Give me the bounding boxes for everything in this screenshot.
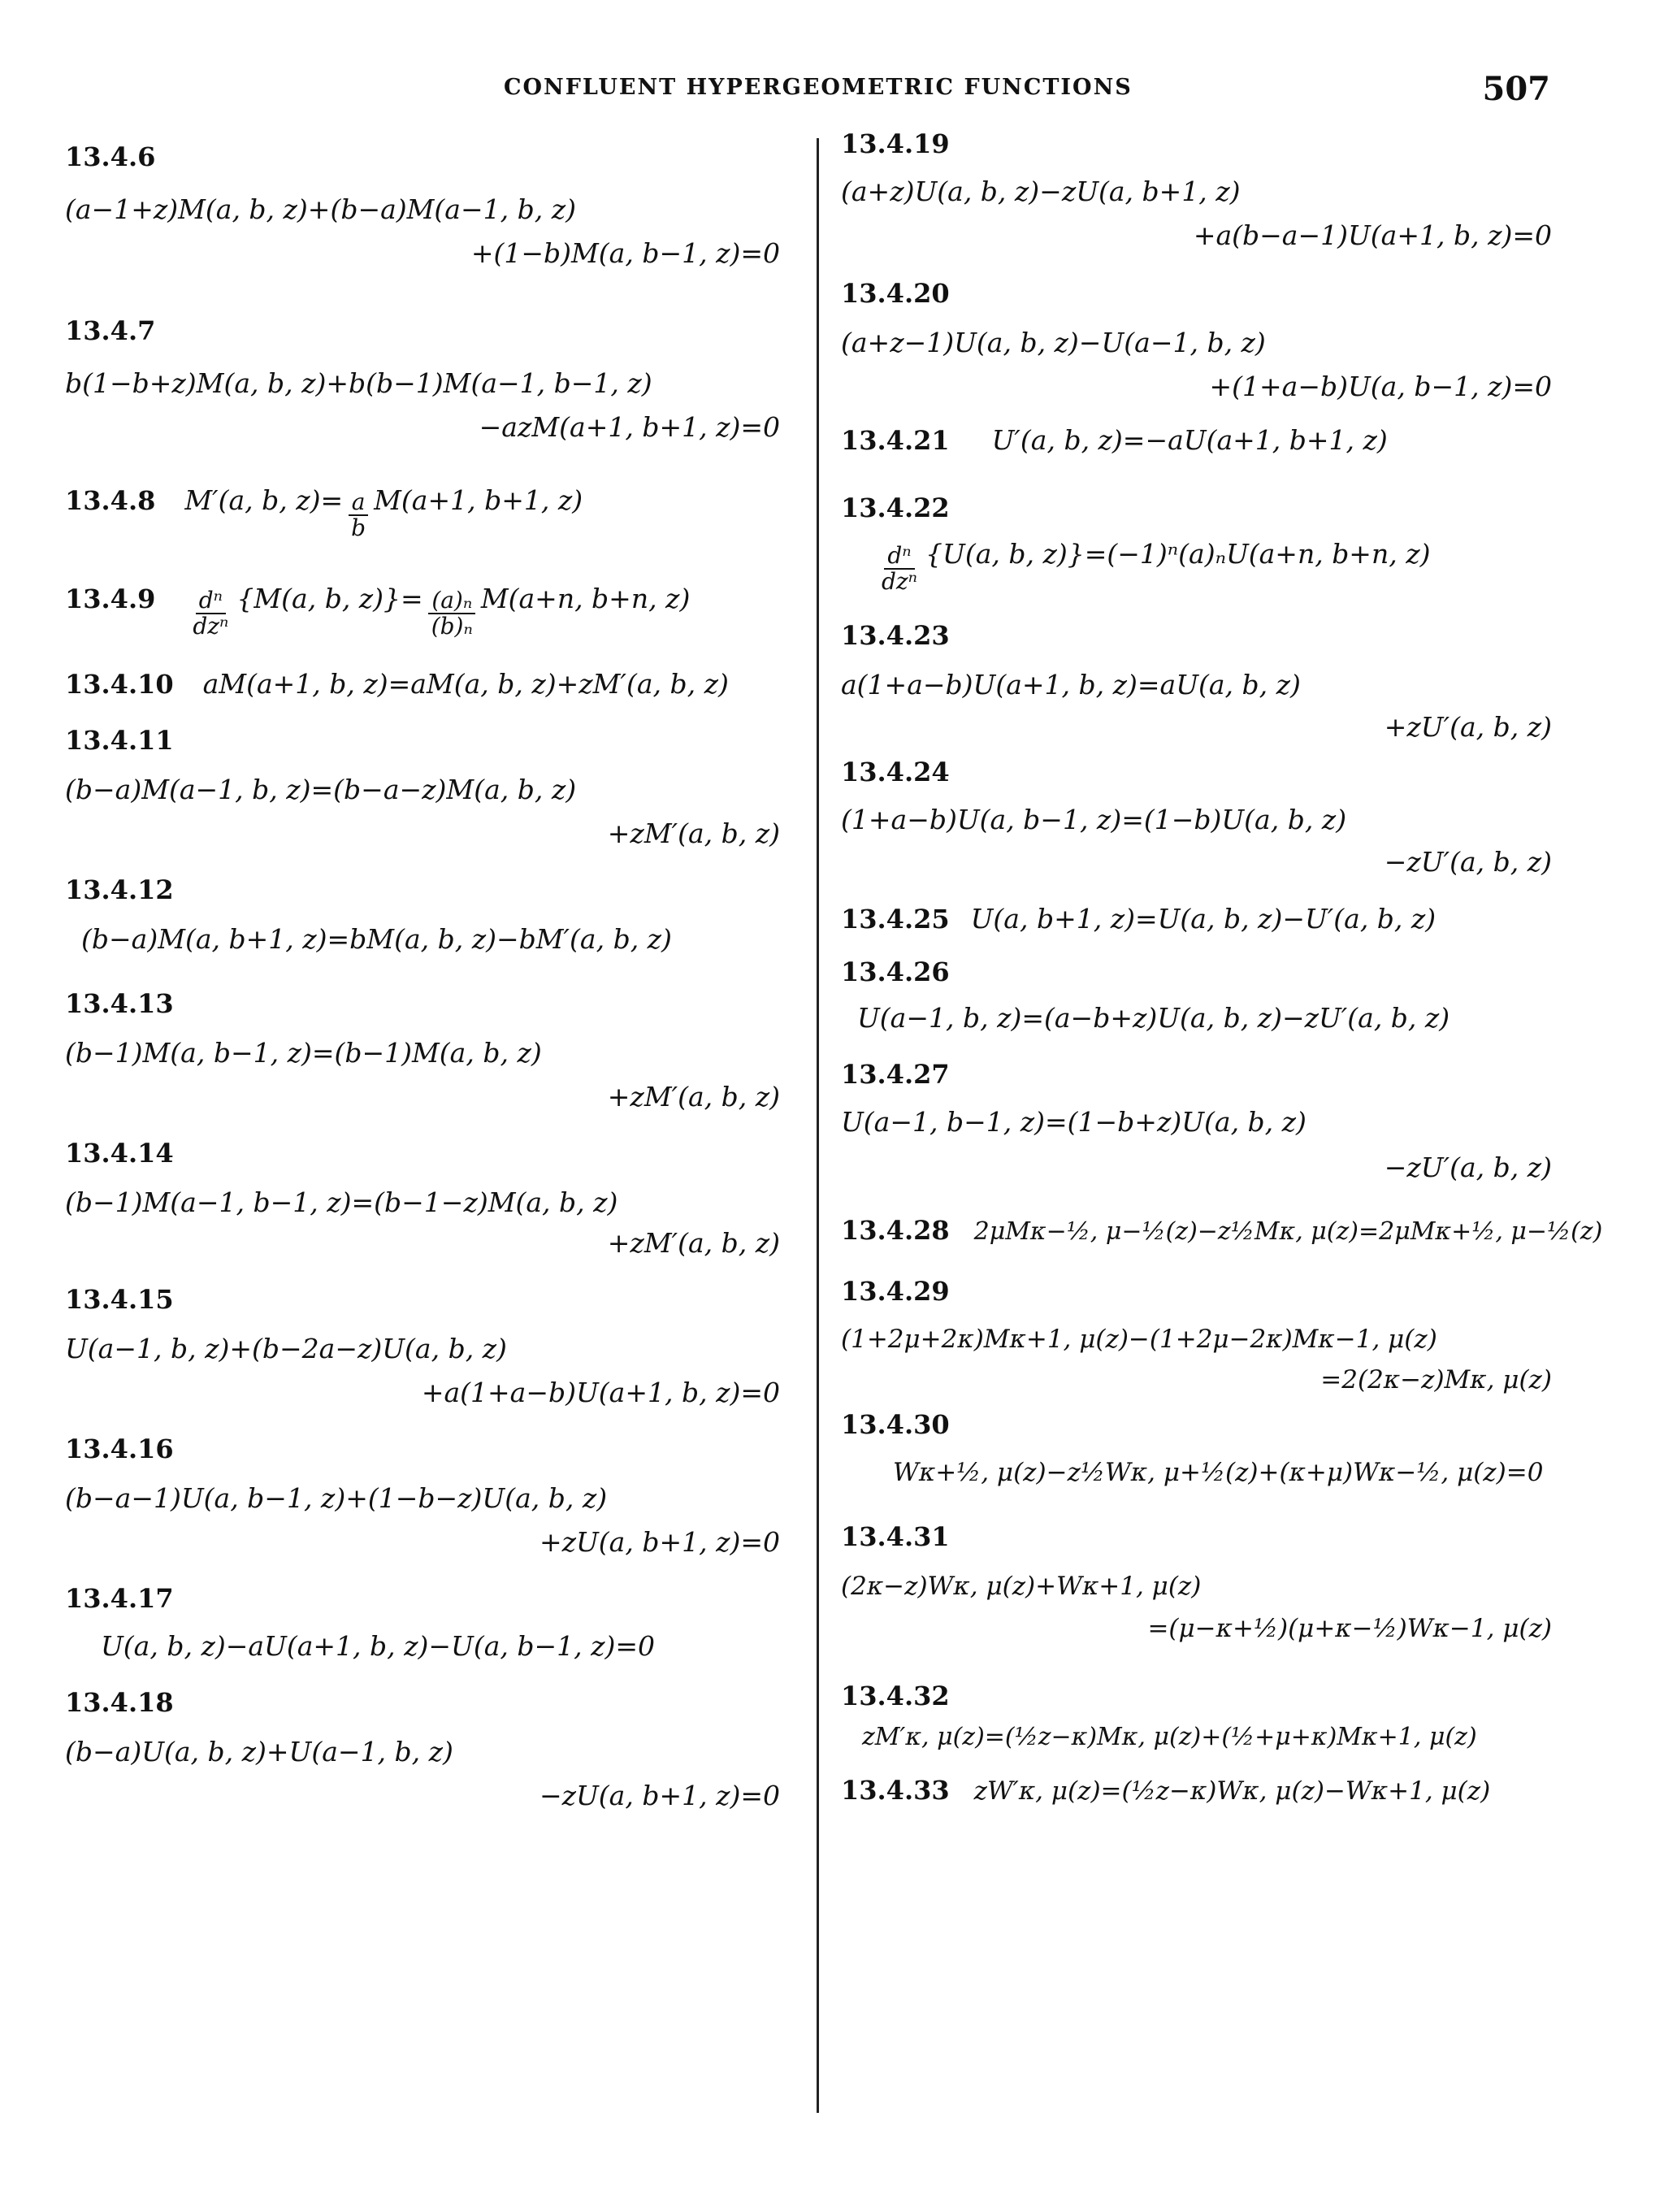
equation-line: +zM′(a, b, z) bbox=[607, 1081, 780, 1113]
equation-number: 13.4.7 bbox=[65, 315, 156, 346]
equation-line: (2κ−z)Wκ, μ(z)+Wκ+1, μ(z) bbox=[841, 1572, 1202, 1601]
equation-number: 13.4.23 bbox=[841, 620, 950, 651]
equation-number: 13.4.14 bbox=[65, 1138, 174, 1169]
equation-number: 13.4.17 bbox=[65, 1583, 174, 1614]
equation-13-4-11 bbox=[65, 725, 780, 850]
fraction bbox=[348, 490, 369, 540]
equation-line: (a+z−1)U(a, b, z)−U(a−1, b, z) bbox=[841, 327, 1266, 358]
equation-line: zM′κ, μ(z)=(½z−κ)Mκ, μ(z)+(½+μ+κ)Mκ+1, μ(z) bbox=[862, 1723, 1477, 1751]
equation-13-4-24 bbox=[841, 757, 1552, 878]
equation-line: (b−a)M(a, b+1, z)=bM(a, b, z)−bM′(a, b, z) bbox=[81, 923, 672, 955]
equation-13-4-20 bbox=[841, 278, 1552, 403]
equation-13-4-26 bbox=[841, 956, 1552, 1034]
equation-line: (b−a−1)U(a, b−1, z)+(1−b−z)U(a, b, z) bbox=[65, 1482, 608, 1514]
equation-text: U(a, b+1, z)=U(a, b, z)−U′(a, b, z) bbox=[970, 903, 1436, 935]
equation-line: (a−1+z)M(a, b, z)+(b−a)M(a−1, b, z) bbox=[65, 193, 576, 225]
equation-line: U(a, b, z)−aU(a+1, b, z)−U(a, b−1, z)=0 bbox=[101, 1630, 656, 1662]
equation-line: (1+a−b)U(a, b−1, z)=(1−b)U(a, b, z) bbox=[841, 804, 1347, 835]
equation-line: =(μ−κ+½)(μ+κ−½)Wκ−1, μ(z) bbox=[1147, 1614, 1552, 1643]
equation-line: −zU′(a, b, z) bbox=[1384, 846, 1552, 878]
equation-line: a(1+a−b)U(a+1, b, z)=aU(a, b, z) bbox=[841, 669, 1301, 700]
page-number: 507 bbox=[1482, 70, 1550, 108]
equation-number: 13.4.13 bbox=[65, 988, 174, 1019]
equation-13-4-28 bbox=[841, 1215, 1603, 1248]
equation-13-4-30 bbox=[841, 1409, 1552, 1489]
page-header bbox=[0, 70, 1664, 111]
equation-number: 13.4.27 bbox=[841, 1059, 950, 1090]
equation-line: U(a−1, b−1, z)=(1−b+z)U(a, b, z) bbox=[841, 1106, 1306, 1138]
equation-line: =2(2κ−z)Mκ, μ(z) bbox=[1320, 1365, 1552, 1394]
equation-line: (a+z)U(a, b, z)−zU(a, b+1, z) bbox=[841, 176, 1241, 207]
equation-number: 13.4.8 bbox=[65, 485, 156, 516]
equation-number: 13.4.29 bbox=[841, 1276, 950, 1307]
equation-13-4-18 bbox=[65, 1687, 780, 1812]
equation-number: 13.4.11 bbox=[65, 725, 174, 756]
equation-13-4-14 bbox=[65, 1138, 780, 1260]
equation-number: 13.4.19 bbox=[841, 128, 950, 159]
equation-text: {U(a, b, z)}=(−1)ⁿ(a)ₙU(a+n, b+n, z) bbox=[925, 538, 1431, 570]
fraction bbox=[428, 588, 476, 639]
equation-13-4-29 bbox=[841, 1276, 1552, 1396]
equation-number: 13.4.28 bbox=[841, 1215, 950, 1246]
equation-line: +a(1+a−b)U(a+1, b, z)=0 bbox=[421, 1377, 780, 1408]
equation-text: M(a+1, b+1, z) bbox=[374, 484, 583, 516]
equation-number: 13.4.21 bbox=[841, 425, 950, 456]
equation-line bbox=[841, 538, 1552, 594]
equation-number: 13.4.12 bbox=[65, 874, 174, 905]
equation-13-4-8 bbox=[65, 484, 780, 540]
equation-line: Wκ+½, μ(z)−z½Wκ, μ+½(z)+(κ+μ)Wκ−½, μ(z)=0 bbox=[893, 1458, 1544, 1487]
equation-13-4-15 bbox=[65, 1284, 780, 1409]
fraction-denominator: (b)ₙ bbox=[431, 613, 473, 640]
equation-13-4-12 bbox=[65, 874, 780, 956]
equation-number: 13.4.24 bbox=[841, 757, 950, 787]
equation-number: 13.4.33 bbox=[841, 1775, 950, 1806]
fraction-denominator: dzⁿ bbox=[193, 613, 229, 640]
equation-line: +zU′(a, b, z) bbox=[1384, 711, 1552, 743]
equation-13-4-22 bbox=[841, 492, 1552, 594]
equation-13-4-32 bbox=[841, 1681, 1552, 1754]
equation-number: 13.4.30 bbox=[841, 1409, 950, 1440]
equation-13-4-10 bbox=[65, 668, 780, 700]
equation-number: 13.4.16 bbox=[65, 1433, 174, 1464]
equation-text: M(a+n, b+n, z) bbox=[480, 583, 691, 614]
equation-text: {M(a, b, z)}= bbox=[236, 583, 423, 614]
equation-number: 13.4.18 bbox=[65, 1687, 174, 1718]
equation-line: (b−a)U(a, b, z)+U(a−1, b, z) bbox=[65, 1736, 453, 1767]
equation-13-4-23 bbox=[841, 620, 1552, 744]
equation-line: (b−1)M(a, b−1, z)=(b−1)M(a, b, z) bbox=[65, 1037, 542, 1069]
equation-number: 13.4.22 bbox=[841, 492, 950, 523]
equation-line: −zU′(a, b, z) bbox=[1384, 1152, 1552, 1183]
equation-number: 13.4.31 bbox=[841, 1521, 950, 1552]
fraction-denominator: b bbox=[351, 514, 366, 541]
equation-number: 13.4.32 bbox=[841, 1681, 950, 1711]
equation-13-4-25 bbox=[841, 903, 1552, 935]
equation-line: (b−1)M(a−1, b−1, z)=(b−1−z)M(a, b, z) bbox=[65, 1186, 618, 1218]
equation-text: zW′κ, μ(z)=(½z−κ)Wκ, μ(z)−Wκ+1, μ(z) bbox=[973, 1776, 1491, 1806]
right-column bbox=[841, 128, 1603, 1807]
equation-13-4-13 bbox=[65, 988, 780, 1113]
equation-number: 13.4.15 bbox=[65, 1284, 174, 1315]
equation-line: +zM′(a, b, z) bbox=[607, 818, 780, 849]
equation-number: 13.4.10 bbox=[65, 669, 174, 700]
equation-line: U(a−1, b, z)+(b−2a−z)U(a, b, z) bbox=[65, 1333, 507, 1364]
equation-13-4-9 bbox=[65, 583, 780, 639]
equation-text: aM(a+1, b, z)=aM(a, b, z)+zM′(a, b, z) bbox=[202, 668, 729, 700]
equation-line: +zU(a, b+1, z)=0 bbox=[539, 1526, 780, 1558]
fraction bbox=[189, 588, 232, 639]
equation-line: (b−a)M(a−1, b, z)=(b−a−z)M(a, b, z) bbox=[65, 774, 577, 805]
equation-text: M′(a, b, z)= bbox=[184, 484, 344, 516]
equation-line: +(1+a−b)U(a, b−1, z)=0 bbox=[1209, 371, 1552, 402]
equation-line: −zU(a, b+1, z)=0 bbox=[539, 1780, 780, 1811]
equation-number: 13.4.9 bbox=[65, 583, 156, 614]
fraction-numerator: dⁿ bbox=[884, 544, 914, 570]
equation-13-4-19 bbox=[841, 128, 1552, 252]
equation-line: +zM′(a, b, z) bbox=[607, 1227, 780, 1259]
equation-13-4-31 bbox=[841, 1521, 1552, 1645]
column-divider bbox=[817, 138, 819, 2113]
fraction-numerator: dⁿ bbox=[196, 588, 226, 614]
fraction-numerator: a bbox=[349, 490, 369, 516]
equation-13-4-27 bbox=[841, 1059, 1552, 1184]
equation-13-4-7 bbox=[65, 315, 780, 444]
equation-13-4-21 bbox=[841, 424, 1552, 457]
fraction-denominator: dzⁿ bbox=[882, 568, 918, 595]
equation-13-4-6 bbox=[65, 141, 780, 270]
equation-number: 13.4.20 bbox=[841, 278, 950, 309]
equation-line: +(1−b)M(a, b−1, z)=0 bbox=[470, 237, 780, 269]
equation-text: 2μMκ−½, μ−½(z)−z½Mκ, μ(z)=2μMκ+½, μ−½(z) bbox=[973, 1217, 1603, 1246]
equation-number: 13.4.26 bbox=[841, 956, 950, 987]
fraction bbox=[878, 544, 921, 594]
fraction-numerator: (a)ₙ bbox=[428, 588, 475, 614]
equation-number: 13.4.6 bbox=[65, 141, 156, 172]
running-title: CONFLUENT HYPERGEOMETRIC FUNCTIONS bbox=[504, 75, 1133, 100]
equation-13-4-16 bbox=[65, 1433, 780, 1559]
equation-line: −azM(a+1, b+1, z)=0 bbox=[479, 411, 780, 443]
left-column bbox=[65, 130, 780, 1812]
equation-text: U′(a, b, z)=−aU(a+1, b+1, z) bbox=[991, 424, 1388, 456]
equation-number: 13.4.25 bbox=[841, 904, 950, 935]
equation-line: (1+2μ+2κ)Mκ+1, μ(z)−(1+2μ−2κ)Mκ−1, μ(z) bbox=[841, 1325, 1437, 1354]
equation-13-4-17 bbox=[65, 1583, 780, 1663]
equation-line: b(1−b+z)M(a, b, z)+b(b−1)M(a−1, b−1, z) bbox=[65, 367, 652, 399]
equation-line: +a(b−a−1)U(a+1, b, z)=0 bbox=[1193, 219, 1552, 251]
equation-line: U(a−1, b, z)=(a−b+z)U(a, b, z)−zU′(a, b, z) bbox=[857, 1002, 1450, 1034]
equation-13-4-33 bbox=[841, 1775, 1552, 1807]
